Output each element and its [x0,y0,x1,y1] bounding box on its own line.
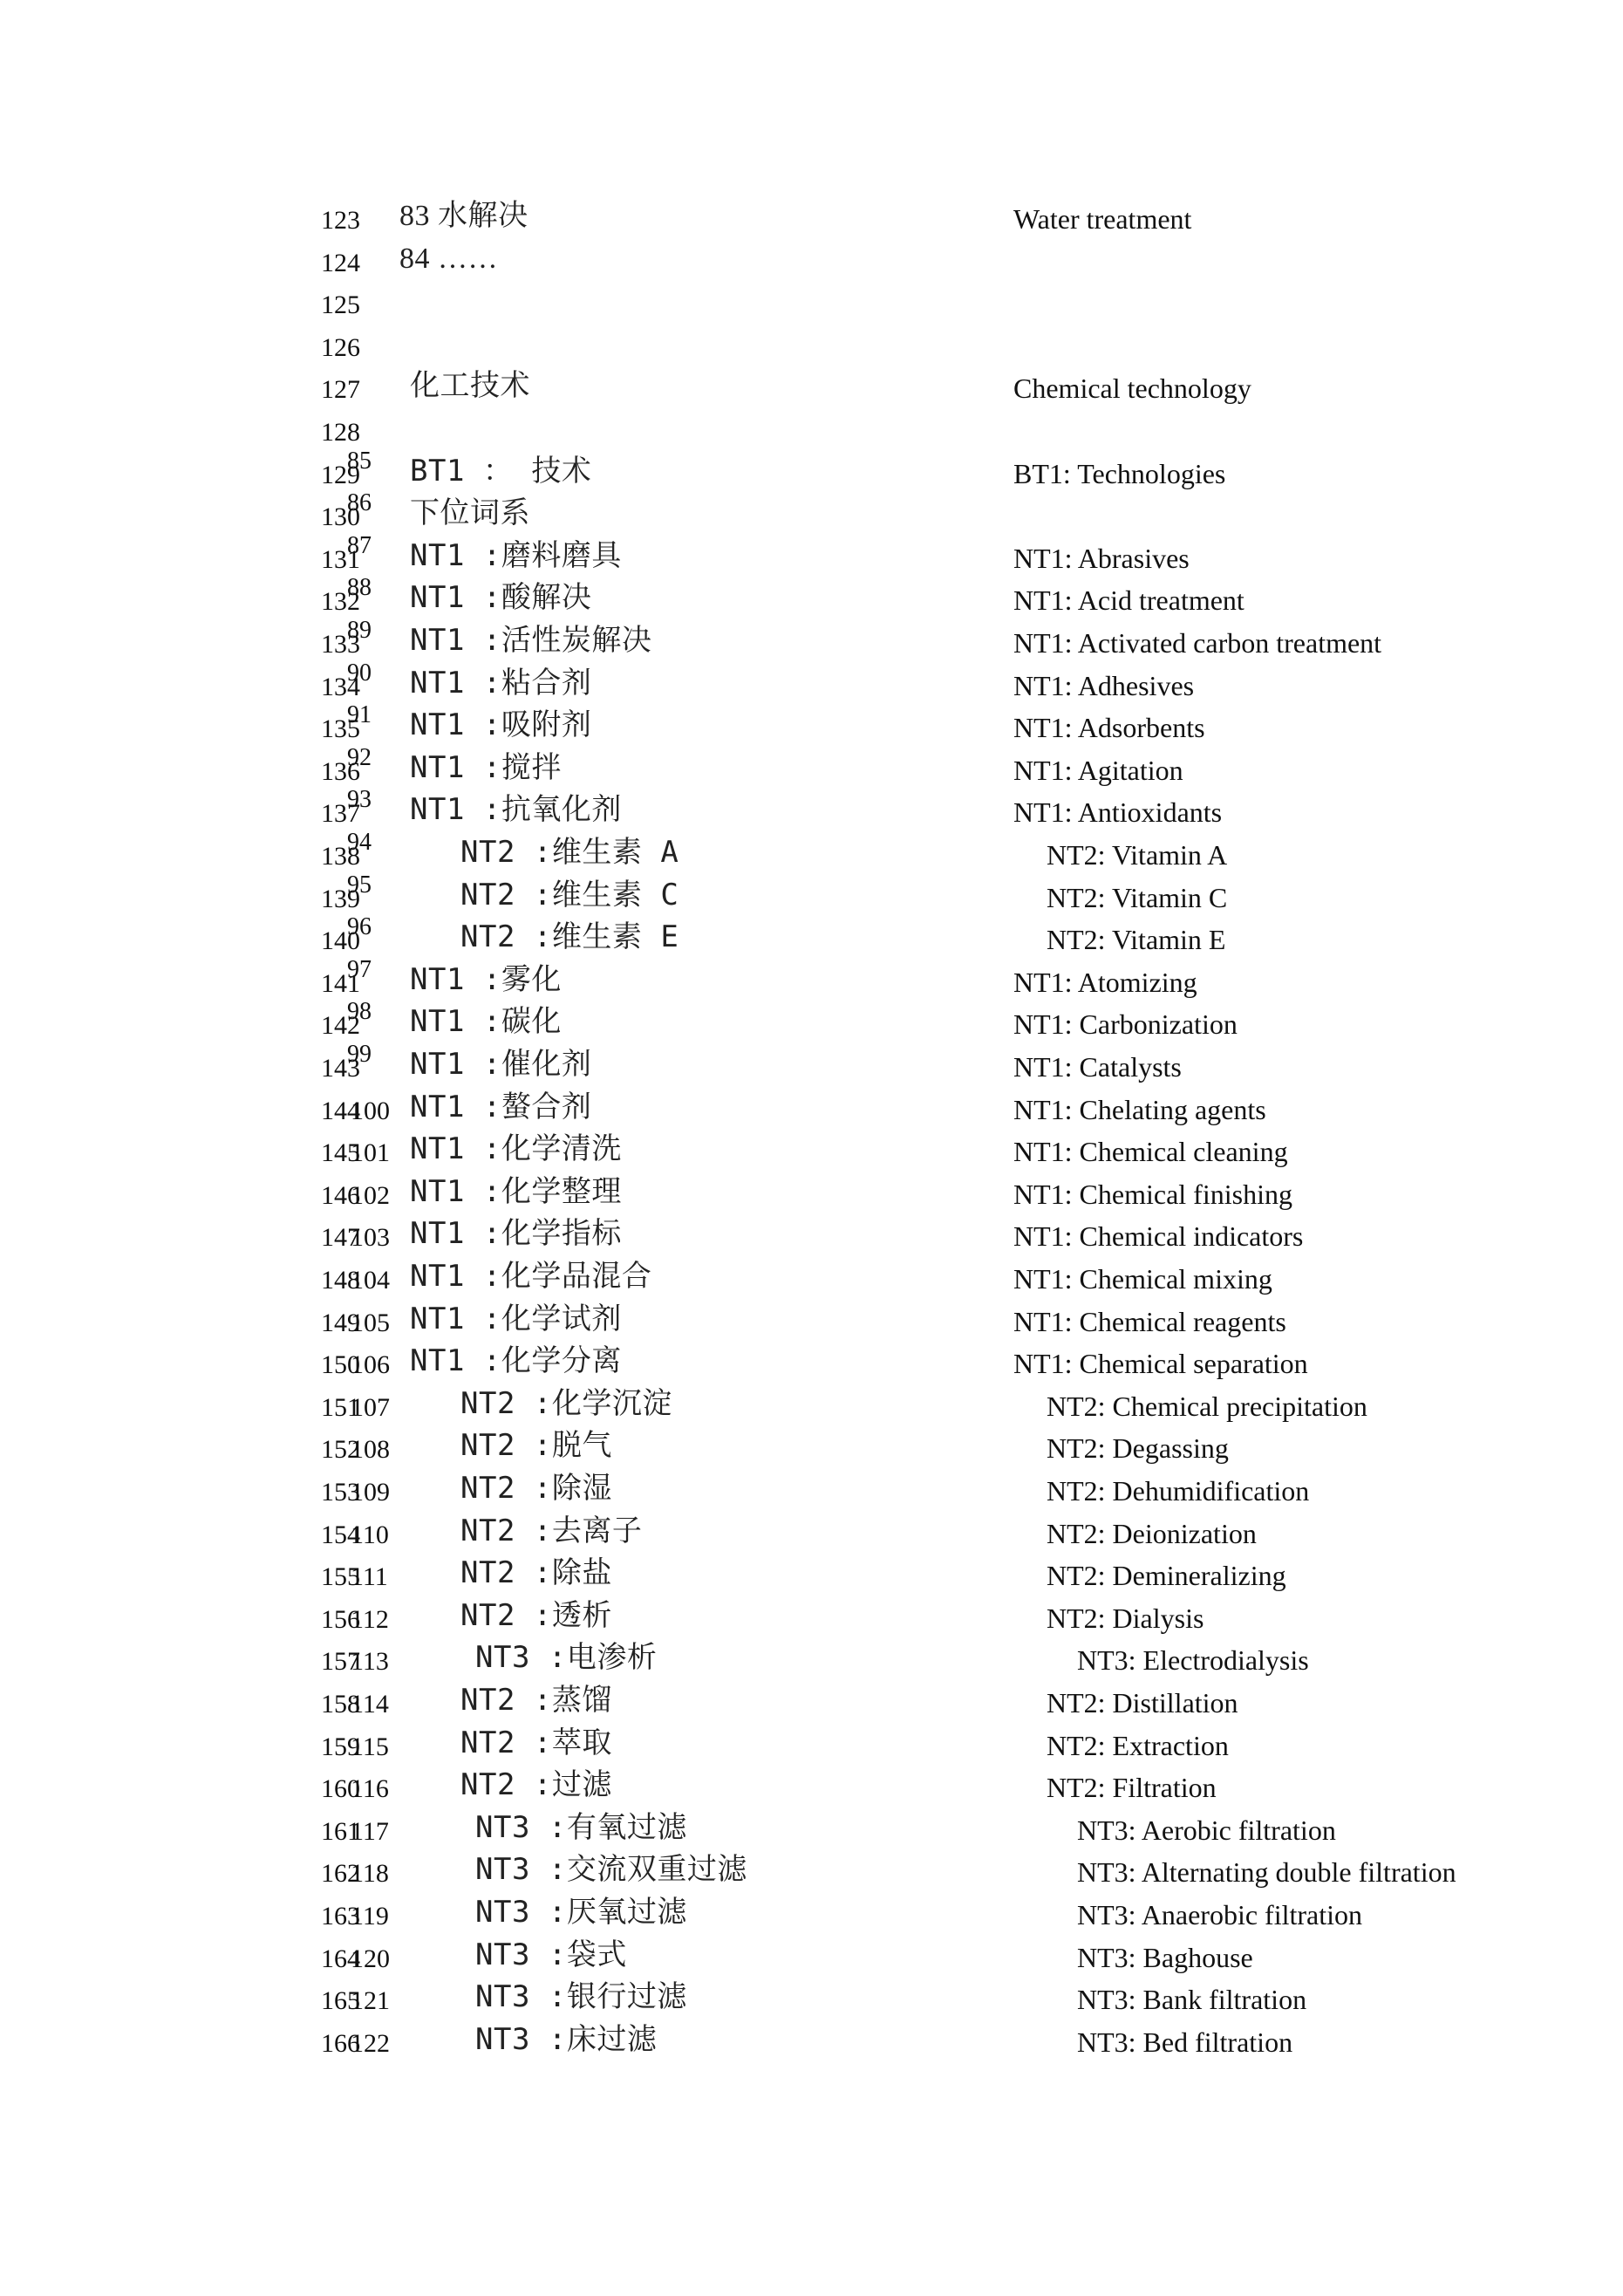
document-line [0,242,1623,284]
overlapping-line-number: 114 [351,1690,389,1719]
line-number: 142 [321,1011,360,1041]
line-number: 126 [321,332,360,362]
overlapping-line-number: 88 [347,574,372,602]
line-number: 127 [321,375,360,405]
document-line [0,489,1623,537]
document-line [0,1343,1623,1385]
line-number: 164 [321,1944,360,1973]
english-term: NT1: Chemical indicators [1013,1220,1304,1253]
document-line [0,743,1623,792]
chinese-term: NT1 :催化剂 [410,1047,592,1082]
english-term: NT3: Electrodialysis [1077,1644,1309,1677]
overlapping-line-number: 108 [351,1435,390,1465]
chinese-term: NT2 :除湿 [460,1471,612,1506]
line-number: 143 [321,1054,360,1083]
document-line [0,1514,1623,1555]
line-number: 123 [321,206,360,235]
chinese-term: NT3 :袋式 [475,1937,627,1972]
document-line [0,1131,1623,1173]
chinese-term: NT3 :电渗析 [475,1640,658,1676]
english-term: NT1: Antioxidants [1013,796,1223,829]
english-term: NT2: Dialysis [1047,1602,1204,1634]
overlapping-line-number: 87 [347,531,372,559]
line-number: 147 [321,1223,360,1253]
overlapping-line-number: 119 [351,1902,389,1930]
english-term: Chemical technology [1013,372,1251,405]
line-number: 154 [321,1520,360,1549]
line-number: 159 [321,1732,360,1761]
line-number: 130 [321,502,360,532]
chinese-term: NT2 :透析 [460,1597,612,1633]
document-line [0,1471,1623,1513]
line-number: 138 [321,842,360,871]
chinese-term: 83 水解决 [399,200,528,232]
english-term: NT2: Distillation [1047,1687,1238,1719]
document-line [0,326,1623,368]
line-number: 165 [321,1986,360,2016]
line-number: 150 [321,1350,360,1380]
line-number: 133 [321,630,360,659]
overlapping-line-number: 102 [351,1180,390,1210]
overlapping-line-number: 118 [351,1859,389,1889]
line-number: 162 [321,1859,360,1889]
english-term: NT1: Carbonization [1013,1008,1238,1041]
chinese-term: NT1 :螯合剂 [410,1089,592,1124]
chinese-term: NT2 :过滤 [460,1767,612,1803]
chinese-term: NT1 :磨料磨具 [410,537,622,573]
line-number: 139 [321,884,360,913]
chinese-term: NT1 :化学品混合 [410,1259,652,1294]
chinese-term: BT1 ： 技术 [410,453,592,489]
chinese-term: 下位词系 [410,495,530,531]
line-number: 145 [321,1138,360,1168]
document-line [0,1174,1623,1216]
document-line [0,447,1623,495]
overlapping-line-number: 120 [351,1944,390,1973]
english-term: NT1: Adhesives [1013,669,1195,701]
overlapping-line-number: 86 [347,489,372,517]
overlapping-line-number: 85 [347,447,372,475]
document-line [0,1937,1623,1979]
english-term: NT2: Vitamin E [1047,924,1226,956]
english-term: NT3: Anaerobic filtration [1077,1899,1363,1930]
overlapping-line-number: 116 [351,1774,389,1804]
overlapping-line-number: 100 [351,1096,390,1125]
document-line [0,1852,1623,1894]
english-term: NT2: Extraction [1047,1729,1229,1761]
line-number: 153 [321,1478,360,1507]
overlapping-line-number: 105 [351,1308,390,1337]
document-line [0,1725,1623,1767]
document-line [0,411,1623,453]
overlapping-line-number: 103 [351,1223,390,1253]
english-term: NT2: Degassing [1047,1432,1229,1465]
english-term: NT1: Adsorbents [1013,712,1205,744]
document-line [0,368,1623,410]
document-line [0,1810,1623,1852]
line-number: 146 [321,1180,360,1210]
overlapping-line-number: 90 [347,659,372,687]
chinese-term: NT1 :活性炭解决 [410,623,652,658]
overlapping-line-number: 115 [351,1732,389,1761]
line-number: 148 [321,1266,360,1295]
line-number: 129 [321,460,360,489]
chinese-term: NT3 :床过滤 [475,2021,658,2057]
line-number: 144 [321,1096,360,1125]
chinese-term: NT3 :厌氧过滤 [475,1895,687,1930]
line-number: 157 [321,1647,360,1677]
chinese-term: NT2 :化学沉淀 [460,1385,672,1421]
chinese-term: NT2 :脱气 [460,1428,612,1464]
document-line [0,1767,1623,1809]
overlapping-line-number: 111 [351,1562,388,1592]
chinese-term: NT1 :粘合剂 [410,665,592,700]
chinese-term: NT2 :维生素 A [460,835,679,870]
overlapping-line-number: 91 [347,701,372,729]
chinese-term: NT1 :碳化 [410,1004,562,1040]
document-line [0,659,1623,707]
document-line [0,574,1623,622]
document-line [0,1041,1623,1089]
line-number: 137 [321,799,360,829]
document-line [0,1090,1623,1131]
chinese-term: NT3 :银行过滤 [475,1979,687,2015]
english-term: NT1: Chemical reagents [1013,1305,1286,1337]
chinese-term: 84 …… [399,242,498,275]
line-number: 124 [321,248,360,277]
chinese-term: NT1 :雾化 [410,961,562,997]
overlapping-line-number: 117 [351,1816,389,1846]
document-line [0,2022,1623,2064]
chinese-term: 化工技术 [410,368,530,404]
chinese-term: NT1 :化学分离 [410,1343,622,1379]
english-term: NT1: Chemical cleaning [1013,1136,1288,1168]
document-line [0,284,1623,325]
english-term: NT2: Vitamin A [1047,839,1228,871]
line-number: 128 [321,418,360,447]
chinese-term: NT2 :去离子 [460,1513,643,1548]
document-line [0,1302,1623,1343]
document-line [0,871,1623,919]
line-number: 152 [321,1435,360,1465]
overlapping-line-number: 98 [347,998,372,1026]
overlapping-line-number: 101 [351,1138,390,1168]
english-term: NT1: Agitation [1013,754,1183,786]
english-term: NT2: Vitamin C [1047,881,1228,913]
line-number: 136 [321,756,360,786]
english-term: NT1: Abrasives [1013,542,1190,574]
chinese-term: NT1 :化学指标 [410,1216,622,1252]
chinese-term: NT1 :抗氧化剂 [410,792,622,828]
document-line [0,199,1623,241]
overlapping-line-number: 109 [351,1478,390,1507]
overlapping-line-number: 92 [347,743,372,771]
line-number: 155 [321,1562,360,1592]
english-term: NT3: Alternating double filtration [1077,1856,1456,1889]
overlapping-line-number: 112 [351,1604,389,1634]
line-number: 135 [321,714,360,744]
overlapping-line-number: 107 [351,1392,390,1422]
english-term: NT1: Acid treatment [1013,584,1245,617]
line-number: 134 [321,672,360,701]
english-term: NT1: Catalysts [1013,1051,1182,1083]
english-term: NT2: Chemical precipitation [1047,1390,1367,1422]
overlapping-line-number: 89 [347,617,372,644]
english-term: NT1: Activated carbon treatment [1013,627,1382,659]
line-number: 160 [321,1774,360,1804]
line-number: 125 [321,290,360,320]
chinese-term: NT1 :化学整理 [410,1173,622,1209]
document-line [0,1895,1623,1937]
document-line [0,829,1623,877]
overlapping-line-number: 106 [351,1350,390,1380]
chinese-term: NT2 :维生素 E [460,919,679,955]
english-term: NT3: Bed filtration [1077,2026,1293,2058]
chinese-term: NT3 :有氧过滤 [475,1809,687,1845]
chinese-term: NT2 :蒸馏 [460,1683,612,1718]
english-term: NT2: Demineralizing [1047,1560,1286,1592]
line-number: 156 [321,1604,360,1634]
chinese-term: NT1 :酸解决 [410,580,592,616]
line-number: 149 [321,1308,360,1337]
document-line [0,1979,1623,2021]
english-term: BT1: Technologies [1013,457,1226,489]
chinese-term: NT1 :化学试剂 [410,1301,622,1336]
chinese-term: NT3 :交流双重过滤 [475,1852,747,1888]
overlapping-line-number: 122 [351,2028,390,2058]
english-term: NT2: Filtration [1047,1772,1217,1804]
chinese-term: NT1 :搅拌 [410,749,562,785]
chinese-term: NT1 :化学清洗 [410,1131,622,1167]
document-line [0,998,1623,1046]
english-term: Water treatment [1013,203,1192,235]
document-line [0,617,1623,665]
document-line [0,786,1623,834]
overlapping-line-number: 99 [347,1041,372,1068]
document-line [0,1683,1623,1725]
overlapping-line-number: 95 [347,871,372,899]
english-term: NT3: Bank filtration [1077,1984,1307,2016]
english-term: NT1: Chemical mixing [1013,1263,1272,1295]
chinese-term: NT1 :吸附剂 [410,707,592,743]
line-number: 140 [321,926,360,956]
english-term: NT3: Aerobic filtration [1077,1814,1336,1846]
chinese-term: NT2 :维生素 C [460,877,679,912]
overlapping-line-number: 97 [347,955,372,983]
document-line [0,1555,1623,1597]
english-term: NT1: Chemical separation [1013,1348,1308,1380]
document-line [0,913,1623,961]
document-line [0,531,1623,580]
line-number: 163 [321,1902,360,1930]
english-term: NT1: Chelating agents [1013,1093,1266,1125]
document-line [0,1386,1623,1428]
english-term: NT2: Dehumidification [1047,1475,1310,1507]
line-number: 131 [321,544,360,574]
document-line [0,1598,1623,1640]
overlapping-line-number: 113 [351,1647,389,1677]
line-number: 132 [321,587,360,617]
overlapping-line-number: 93 [347,786,372,814]
chinese-term: NT2 :萃取 [460,1725,612,1760]
overlapping-line-number: 96 [347,913,372,941]
overlapping-line-number: 104 [351,1266,390,1295]
english-term: NT1: Atomizing [1013,966,1197,998]
english-term: NT3: Baghouse [1077,1941,1253,1973]
line-number: 158 [321,1690,360,1719]
overlapping-line-number: 121 [351,1986,390,2016]
document-line [0,1640,1623,1682]
overlapping-line-number: 94 [347,829,372,856]
document-line [0,1259,1623,1301]
chinese-term: NT2 :除盐 [460,1555,612,1591]
english-term: NT2: Deionization [1047,1517,1257,1549]
document-line [0,1428,1623,1470]
line-number: 151 [321,1392,360,1422]
document-line [0,1216,1623,1258]
document-line [0,701,1623,749]
document-line [0,955,1623,1004]
line-number: 161 [321,1816,360,1846]
english-term: NT1: Chemical finishing [1013,1178,1292,1210]
line-number: 166 [321,2028,360,2058]
overlapping-line-number: 110 [351,1520,389,1549]
line-number: 141 [321,968,360,998]
